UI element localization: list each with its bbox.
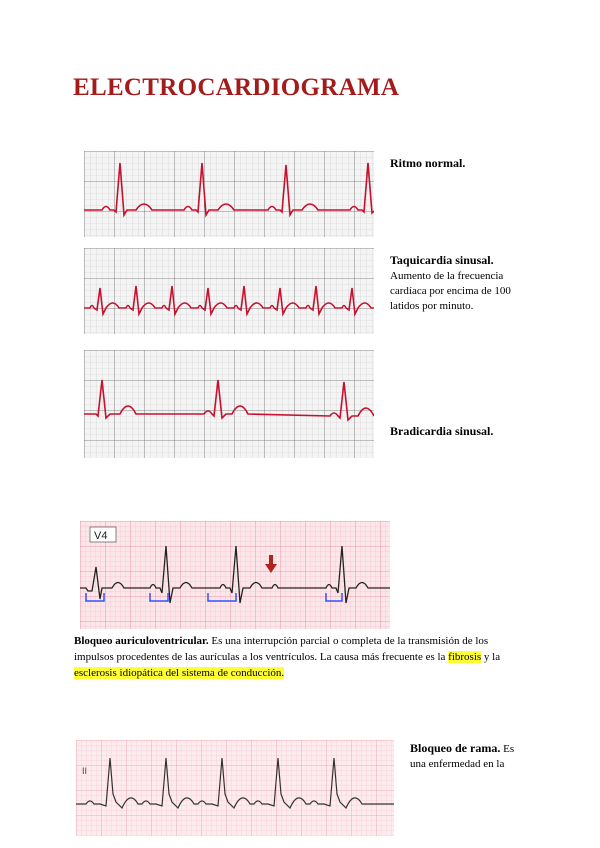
caption-normal-title: Ritmo normal. xyxy=(390,156,466,170)
caption-normal xyxy=(390,156,465,172)
av-block-text: Es una interrupción parcial o completa de la transmisión de los impulsos procedentes de las aurículas a los ventrículos. La causa más frecuente es la xyxy=(74,635,489,663)
caption-tachy-title: Taquicardia sinusal. xyxy=(390,253,494,267)
caption-tachy-text: Aumento de la frecuencia cardíaca por encima de 100 latidos por minuto. xyxy=(390,270,511,312)
ecg-strip-sinus-bradycardia xyxy=(84,350,374,458)
ecg-strip-sinus-tachycardia xyxy=(84,248,374,334)
ecg-strip-normal-rhythm xyxy=(84,151,374,237)
highlight-fibrosis: fibrosis xyxy=(448,651,482,663)
lead-label: II xyxy=(82,766,88,776)
lead-label: V4 xyxy=(94,530,108,542)
caption-tachy xyxy=(390,253,520,314)
highlight-esclerosis: esclerosis idiopática del sistema de conducción. xyxy=(74,667,285,679)
ecg-strip-av-block xyxy=(80,521,390,629)
av-block-paragraph xyxy=(74,633,519,681)
ecg-strip-bundle-branch-block xyxy=(76,740,394,836)
caption-brady-title: Bradicardia sinusal. xyxy=(390,424,494,438)
caption-brady xyxy=(390,424,493,440)
page-title: ELECTROCARDIOGRAMA xyxy=(73,74,400,101)
caption-bundle-title: Bloqueo de rama. xyxy=(410,741,501,755)
caption-bundle xyxy=(410,741,530,772)
av-block-title: Bloqueo auriculoventricular. xyxy=(74,635,209,647)
caption-bundle-text: Es una enfermedad en la xyxy=(410,743,515,770)
av-block-text-join: y la xyxy=(481,651,501,663)
